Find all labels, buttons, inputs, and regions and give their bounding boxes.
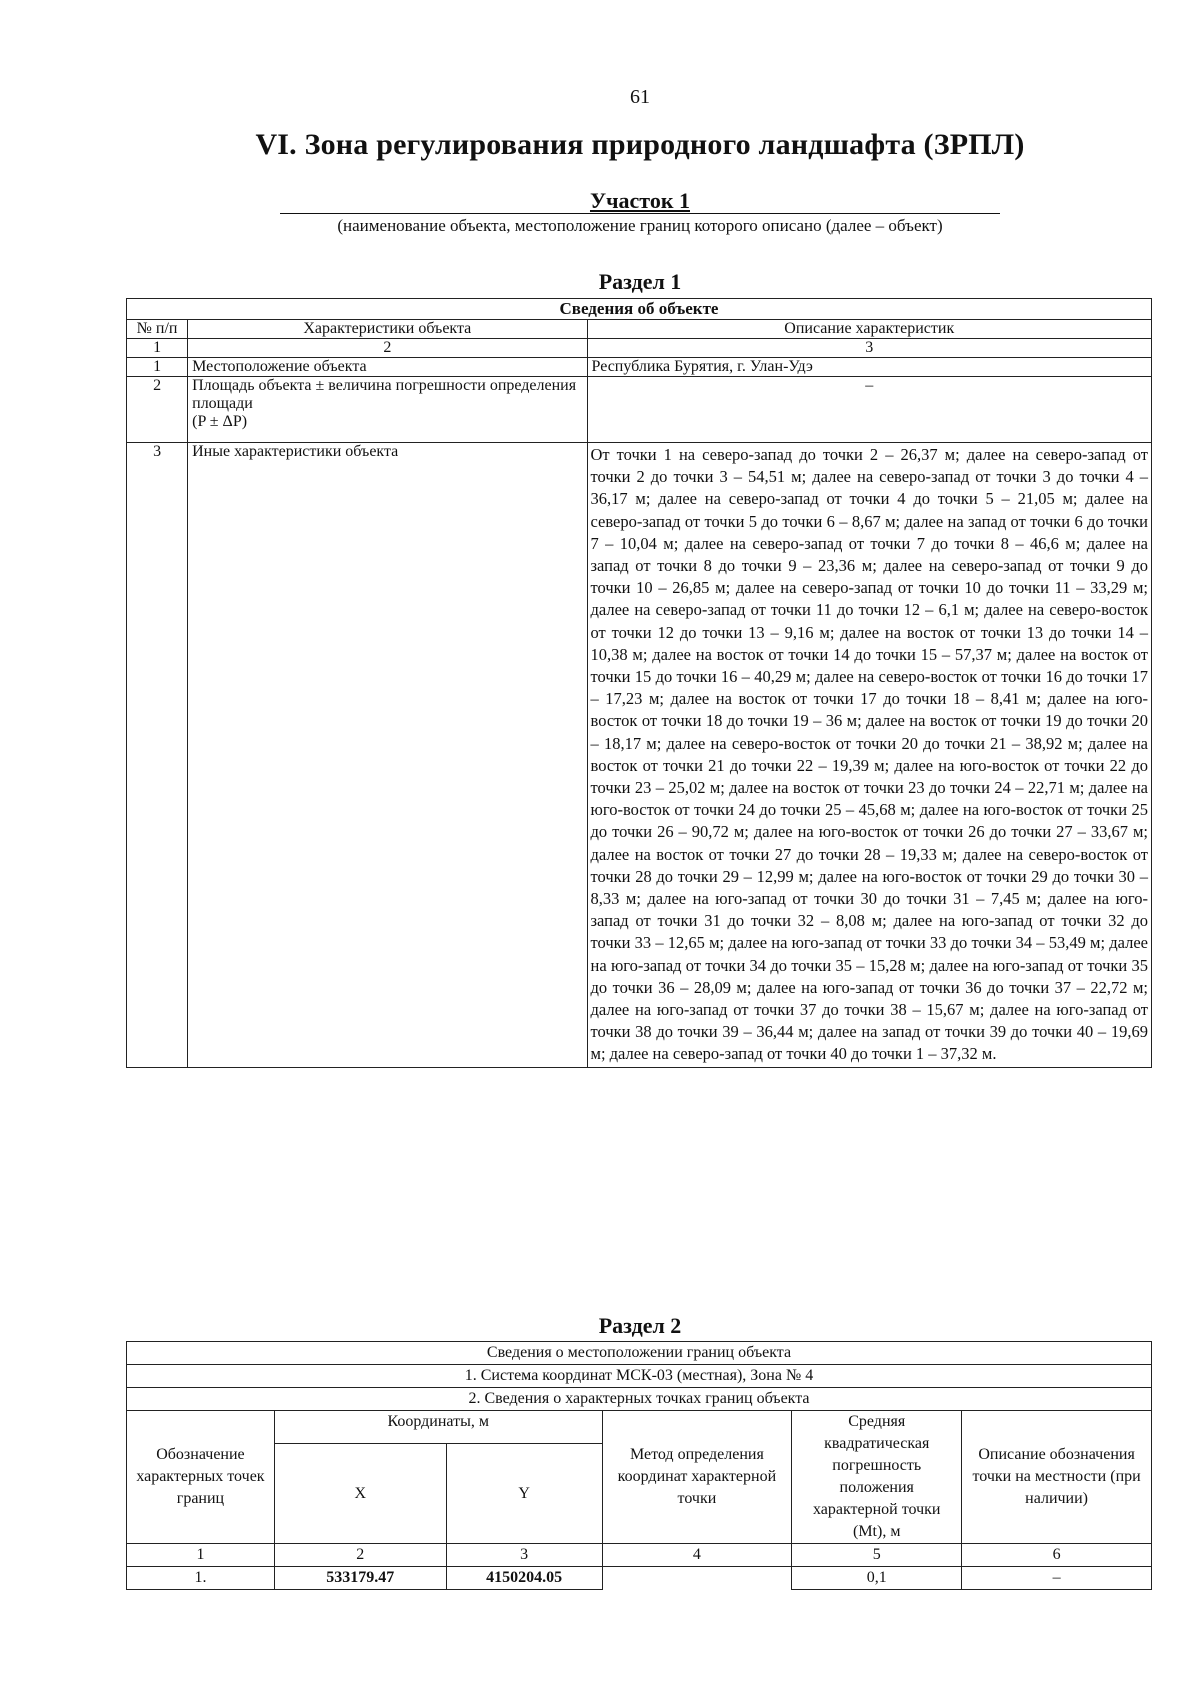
point-description: –	[962, 1567, 1152, 1590]
plot-title: Участок 1	[589, 188, 690, 213]
header-description: Описание обозначения точки на местности (при наличии)	[962, 1411, 1152, 1544]
row-value: Республика Бурятия, г. Улан-Удэ	[587, 358, 1151, 377]
column-number: 2	[274, 1544, 446, 1567]
column-number: 2	[188, 339, 587, 358]
page-number: 61	[630, 86, 650, 108]
plot-underline	[280, 213, 1000, 214]
column-number: 1	[127, 339, 188, 358]
column-number: 3	[446, 1544, 602, 1567]
column-number: 4	[602, 1544, 792, 1567]
header-error: Средняя квадратическая погрешность положения характерной точки (Mt), м	[792, 1411, 962, 1544]
row-name-formula: (P ± ΔP)	[192, 413, 248, 430]
row-name: Иные характеристики объекта	[188, 443, 587, 1068]
header-y: Y	[446, 1444, 602, 1544]
header-point: Обозначение характерных точек границ	[127, 1411, 275, 1544]
table-row	[127, 1567, 1152, 1590]
header-characteristic: Характеристики объекта	[188, 320, 587, 339]
section1-title: Раздел 1	[598, 269, 682, 294]
page-title: VI. Зона регулирования природного ландшафта (ЗРПЛ)	[255, 128, 1025, 161]
coordinate-system: 1. Система координат МСК-03 (местная), Зона № 4	[127, 1365, 1152, 1388]
header-description: Описание характеристик	[587, 320, 1151, 339]
boundary-points-table	[126, 1341, 1152, 1590]
header-coords: Координаты, м	[274, 1411, 602, 1444]
table-row	[127, 377, 1152, 443]
table2-caption: Сведения о местоположении границ объекта	[127, 1342, 1152, 1365]
row-name-text: Площадь объекта ± величина погрешности определения площади	[192, 377, 577, 412]
object-info-table	[126, 298, 1152, 1068]
plot-caption: (наименование объекта, местоположение границ которого описано (далее – объект)	[337, 216, 943, 235]
point-label: 1.	[127, 1567, 275, 1590]
point-error: 0,1	[792, 1567, 962, 1590]
header-method: Метод определения координат характерной точки	[602, 1411, 792, 1544]
point-method	[602, 1567, 792, 1590]
column-number: 1	[127, 1544, 275, 1567]
header-x: X	[274, 1444, 446, 1544]
row-name	[188, 377, 587, 443]
table-row	[127, 443, 1152, 1068]
row-num: 3	[127, 443, 188, 1068]
row-num: 1	[127, 358, 188, 377]
table-row	[127, 358, 1152, 377]
row-name: Местоположение объекта	[188, 358, 587, 377]
row-num: 2	[127, 377, 188, 443]
column-number: 6	[962, 1544, 1152, 1567]
points-caption: 2. Сведения о характерных точках границ объекта	[127, 1388, 1152, 1411]
header-num: № п/п	[127, 320, 188, 339]
point-y: 4150204.05	[446, 1567, 602, 1590]
section2-title: Раздел 2	[598, 1313, 682, 1338]
row-value: –	[587, 377, 1151, 443]
boundary-description: От точки 1 на северо-запад до точки 2 – 26,37 м; далее на северо-запад от точки 2 до точки 3 – 54,51 м; далее на северо-запад от точки 3 до точки 4 – 36,17 м; далее на северо-запад от точки 4 до точки 5 – 21,05 м; далее на северо-запад от точки 5 до точки 6 – 8,67 м; далее на запад от точки 6 до точки 7 – 10,04 м; далее на северо-запад от точки 7 до точки 8 – 46,6 м; далее на запад от точки 8 до точки 9 – 23,36 м; далее на северо-запад от точки 9 до точки 10 – 26,85 м; далее на северо-запад от точки 10 до точки 11 – 33,29 м; далее на северо-запад от точки 11 до точки 12 – 6,1 м; далее на северо-восток от точки 12 до точки 13 – 9,16 м; далее на восток от точки 13 до точки 14 – 10,38 м; далее на восток от точки 14 до точки 15 – 57,37 м; далее на восток от точки 15 до точки 16 – 40,29 м; далее на северо-восток от точки 16 до точки 17 – 17,23 м; далее на восток от точки 17 до точки 18 – 8,41 м; далее на юго-восток от точки 18 до точки 19 – 36 м; далее на восток от точки 19 до точки 20 – 18,17 м; далее на северо-восток от точки 20 до точки 21 – 38,92 м; далее на восток от точки 21 до точки 22 – 19,39 м; далее на юго-восток от точки 22 до точки 23 – 25,02 м; далее на восток от точки 23 до точки 24 – 22,71 м; далее на юго-восток от точки 24 до точки 25 – 45,68 м; далее на юго-восток от точки 25 до точки 26 – 90,72 м; далее на юго-восток от точки 26 до точки 27 – 33,67 м; далее на восток от точки 27 до точки 28 – 19,33 м; далее на северо-восток от точки 28 до точки 29 – 12,99 м; далее на юго-восток от точки 29 до точки 30 – 8,33 м; далее на юго-запад от точки 30 до точки 31 – 7,45 м; далее на юго-запад от точки 31 до точки 32 – 8,08 м; далее на юго-запад от точки 32 до точки 33 – 12,65 м; далее на юго-запад от точки 33 до точки 34 – 53,49 м; далее на юго-запад от точки 34 до точки 35 – 15,28 м; далее на юго-запад от точки 35 до точки 36 – 28,09 м; далее на юго-запад от точки 36 до точки 37 – 22,72 м; далее на юго-запад от точки 37 до точки 38 – 15,67 м; далее на юго-запад от точки 38 до точки 39 – 36,44 м; далее на запад от точки 39 до точки 40 – 19,69 м; далее на северо-запад от точки 40 до точки 1 – 37,32 м.	[587, 443, 1151, 1068]
column-number: 3	[587, 339, 1151, 358]
table-caption: Сведения об объекте	[127, 299, 1152, 320]
column-number: 5	[792, 1544, 962, 1567]
point-x: 533179.47	[274, 1567, 446, 1590]
